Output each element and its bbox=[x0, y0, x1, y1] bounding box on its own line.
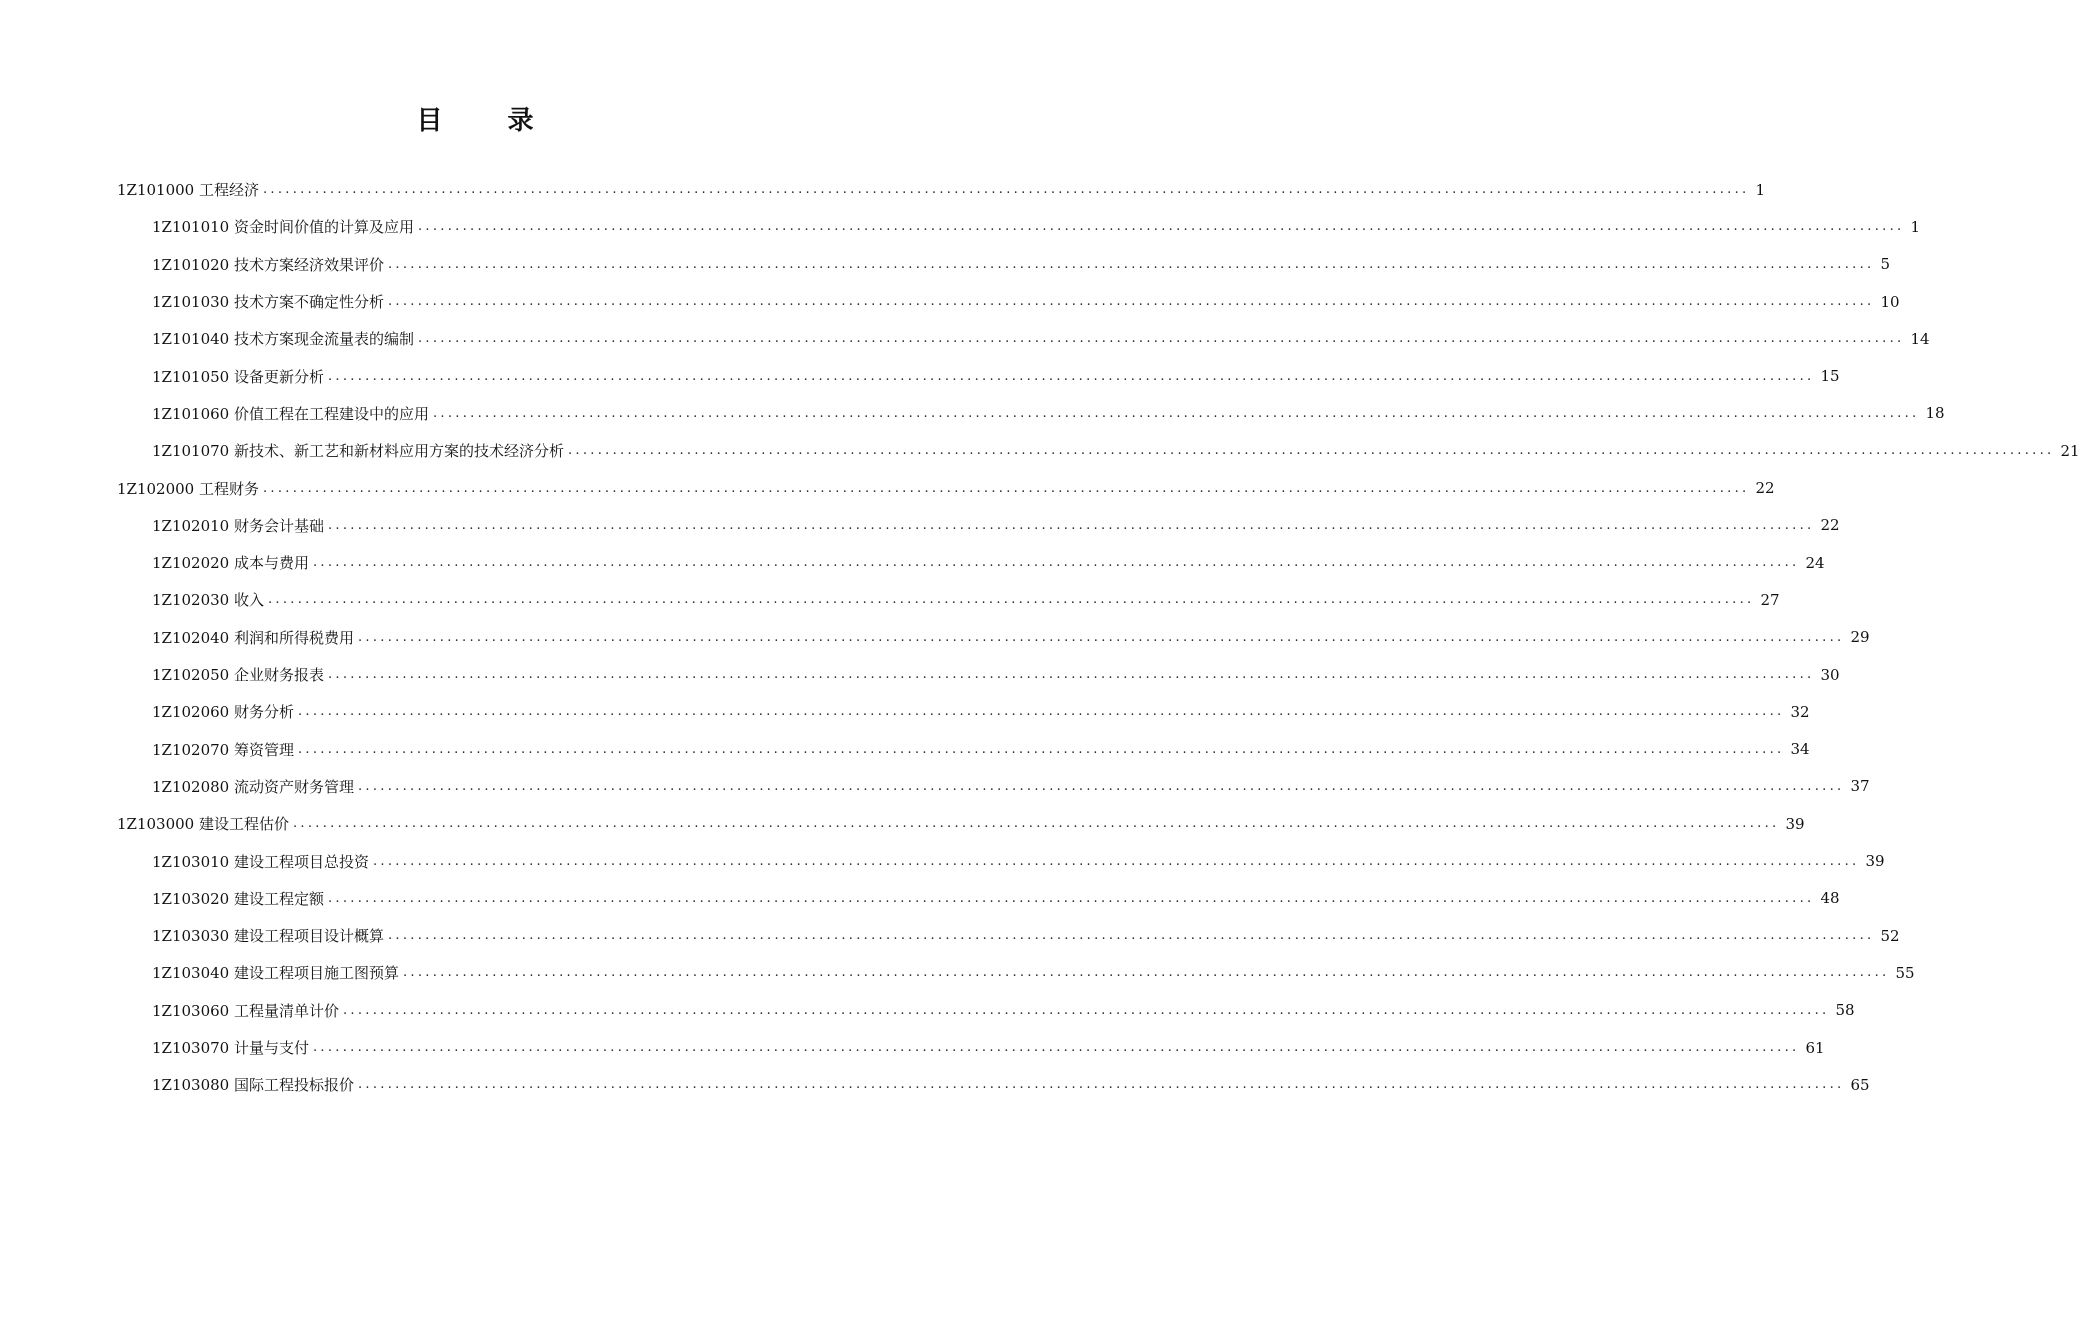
toc-entry-label: 1Z102020 成本与费用 bbox=[152, 554, 309, 573]
toc-section-entry[interactable] bbox=[152, 581, 1780, 618]
toc-entry-label: 1Z103010 建设工程项目总投资 bbox=[152, 852, 369, 871]
toc-page-number: 21 bbox=[2060, 441, 2080, 460]
toc-entry-label: 1Z103030 建设工程项目设计概算 bbox=[152, 927, 384, 946]
toc-dot-leader: ........................................................................................................................................................................................................ bbox=[418, 331, 1905, 347]
toc-section-entry[interactable] bbox=[152, 731, 1810, 768]
toc-dot-leader: ........................................................................................................................................................................................................ bbox=[358, 778, 1845, 794]
toc-dot-leader: ........................................................................................................................................................................................................ bbox=[343, 1002, 1830, 1018]
toc-page-number: 5 bbox=[1880, 255, 1891, 274]
toc-chapter-entry[interactable] bbox=[117, 805, 1805, 842]
toc-entry-label: 1Z102060 财务分析 bbox=[152, 703, 294, 722]
toc-chapter-entry[interactable] bbox=[117, 171, 1766, 208]
toc-dot-leader: ........................................................................................................................................................................................................ bbox=[418, 219, 1905, 235]
toc-page-number: 39 bbox=[1785, 814, 1805, 833]
toc-section-entry[interactable] bbox=[152, 1066, 1870, 1103]
toc-dot-leader: ........................................................................................................................................................................................................ bbox=[388, 294, 1875, 310]
toc-entry-label: 1Z101020 技术方案经济效果评价 bbox=[152, 255, 384, 274]
toc-dot-leader: ........................................................................................................................................................................................................ bbox=[388, 256, 1875, 272]
toc-dot-leader: ........................................................................................................................................................................................................ bbox=[313, 555, 1800, 571]
toc-section-entry[interactable] bbox=[152, 768, 1870, 805]
toc-page-number: 55 bbox=[1895, 963, 1915, 982]
toc-section-entry[interactable] bbox=[152, 395, 1945, 432]
toc-section-entry[interactable] bbox=[152, 656, 1840, 693]
toc-section-entry[interactable] bbox=[152, 544, 1825, 581]
toc-dot-leader: ........................................................................................................................................................................................................ bbox=[373, 853, 1860, 869]
toc-entry-label: 1Z102030 收入 bbox=[152, 591, 264, 610]
toc-page-number: 1 bbox=[1755, 180, 1766, 199]
toc-page-number: 52 bbox=[1880, 926, 1900, 945]
toc-section-entry[interactable] bbox=[152, 358, 1840, 395]
toc-entry-label: 1Z101000 工程经济 bbox=[117, 181, 259, 200]
toc-page-number: 65 bbox=[1850, 1075, 1870, 1094]
toc-page-number: 18 bbox=[1925, 404, 1945, 423]
toc-page-number: 15 bbox=[1820, 367, 1840, 386]
toc-dot-leader: ........................................................................................................................................................................................................ bbox=[388, 928, 1875, 944]
toc-entry-label: 1Z102000 工程财务 bbox=[117, 479, 259, 498]
toc-section-entry[interactable] bbox=[152, 246, 1891, 283]
toc-entry-label: 1Z101060 价值工程在工程建设中的应用 bbox=[152, 404, 429, 423]
toc-entry-label: 1Z101050 设备更新分析 bbox=[152, 367, 324, 386]
toc-page-number: 32 bbox=[1790, 702, 1810, 721]
toc-page-number: 24 bbox=[1805, 553, 1825, 572]
toc-dot-leader: ........................................................................................................................................................................................................ bbox=[263, 480, 1750, 496]
toc-entry-label: 1Z103040 建设工程项目施工图预算 bbox=[152, 964, 399, 983]
toc-dot-leader: ........................................................................................................................................................................................................ bbox=[328, 368, 1815, 384]
toc-dot-leader: ........................................................................................................................................................................................................ bbox=[313, 1040, 1800, 1056]
toc-section-entry[interactable] bbox=[152, 917, 1900, 954]
toc-dot-leader: ........................................................................................................................................................................................................ bbox=[433, 405, 1920, 421]
toc-section-entry[interactable] bbox=[152, 619, 1870, 656]
toc-page-number: 30 bbox=[1820, 665, 1840, 684]
toc-page-number: 10 bbox=[1880, 292, 1900, 311]
toc-dot-leader: ........................................................................................................................................................................................................ bbox=[328, 667, 1815, 683]
toc-page-number: 37 bbox=[1850, 777, 1870, 796]
toc-section-entry[interactable] bbox=[152, 992, 1855, 1029]
toc-section-entry[interactable] bbox=[152, 283, 1900, 320]
toc-section-entry[interactable] bbox=[152, 507, 1840, 544]
toc-page-number: 39 bbox=[1865, 852, 1885, 871]
toc-dot-leader: ........................................................................................................................................................................................................ bbox=[358, 629, 1845, 645]
toc-page-number: 22 bbox=[1755, 479, 1775, 498]
toc-dot-leader: ........................................................................................................................................................................................................ bbox=[298, 741, 1785, 757]
toc-entry-label: 1Z103020 建设工程定额 bbox=[152, 889, 324, 908]
toc-section-entry[interactable] bbox=[152, 208, 1921, 245]
toc-entry-label: 1Z102040 利润和所得税费用 bbox=[152, 628, 354, 647]
toc-dot-leader: ........................................................................................................................................................................................................ bbox=[358, 1077, 1845, 1093]
page-title: 目 录 bbox=[416, 106, 562, 136]
toc-dot-leader: ........................................................................................................................................................................................................ bbox=[568, 443, 2055, 459]
toc-entry-label: 1Z102070 筹资管理 bbox=[152, 740, 294, 759]
toc-entry-label: 1Z102080 流动资产财务管理 bbox=[152, 777, 354, 796]
toc-entry-label: 1Z101010 资金时间价值的计算及应用 bbox=[152, 218, 414, 237]
toc-dot-leader: ........................................................................................................................................................................................................ bbox=[293, 816, 1780, 832]
toc-dot-leader: ........................................................................................................................................................................................................ bbox=[328, 517, 1815, 533]
toc-entry-label: 1Z103000 建设工程估价 bbox=[117, 815, 289, 834]
toc-dot-leader: ........................................................................................................................................................................................................ bbox=[298, 704, 1785, 720]
toc-entry-label: 1Z101040 技术方案现金流量表的编制 bbox=[152, 330, 414, 349]
toc-dot-leader: ........................................................................................................................................................................................................ bbox=[263, 182, 1750, 198]
toc-entry-label: 1Z102050 企业财务报表 bbox=[152, 666, 324, 685]
toc-entry-label: 1Z103080 国际工程投标报价 bbox=[152, 1076, 354, 1095]
toc-section-entry[interactable] bbox=[152, 842, 1885, 879]
toc-section-entry[interactable] bbox=[152, 1029, 1825, 1066]
toc-dot-leader: ........................................................................................................................................................................................................ bbox=[268, 592, 1755, 608]
toc-page-number: 27 bbox=[1760, 590, 1780, 609]
toc-section-entry[interactable] bbox=[152, 954, 1915, 991]
toc-dot-leader: ........................................................................................................................................................................................................ bbox=[328, 890, 1815, 906]
toc-section-entry[interactable] bbox=[152, 320, 1930, 357]
toc-page-number: 34 bbox=[1790, 740, 1810, 759]
toc-page-number: 48 bbox=[1820, 889, 1840, 908]
toc-page-number: 61 bbox=[1805, 1038, 1825, 1057]
toc-entry-label: 1Z103060 工程量清单计价 bbox=[152, 1001, 339, 1020]
toc-page-number: 1 bbox=[1910, 217, 1921, 236]
toc-section-entry[interactable] bbox=[152, 693, 1810, 730]
toc-chapter-entry[interactable] bbox=[117, 469, 1775, 506]
toc-entry-label: 1Z101030 技术方案不确定性分析 bbox=[152, 293, 384, 312]
toc-section-entry[interactable] bbox=[152, 432, 2080, 469]
toc-page-number: 14 bbox=[1910, 329, 1930, 348]
toc-page-number: 58 bbox=[1835, 1001, 1855, 1020]
toc-entry-label: 1Z101070 新技术、新工艺和新材料应用方案的技术经济分析 bbox=[152, 442, 564, 461]
toc-dot-leader: ........................................................................................................................................................................................................ bbox=[403, 965, 1890, 981]
toc-page-number: 29 bbox=[1850, 628, 1870, 647]
toc-entry-label: 1Z103070 计量与支付 bbox=[152, 1039, 309, 1058]
toc-section-entry[interactable] bbox=[152, 880, 1840, 917]
toc-page-number: 22 bbox=[1820, 516, 1840, 535]
toc-entry-label: 1Z102010 财务会计基础 bbox=[152, 516, 324, 535]
